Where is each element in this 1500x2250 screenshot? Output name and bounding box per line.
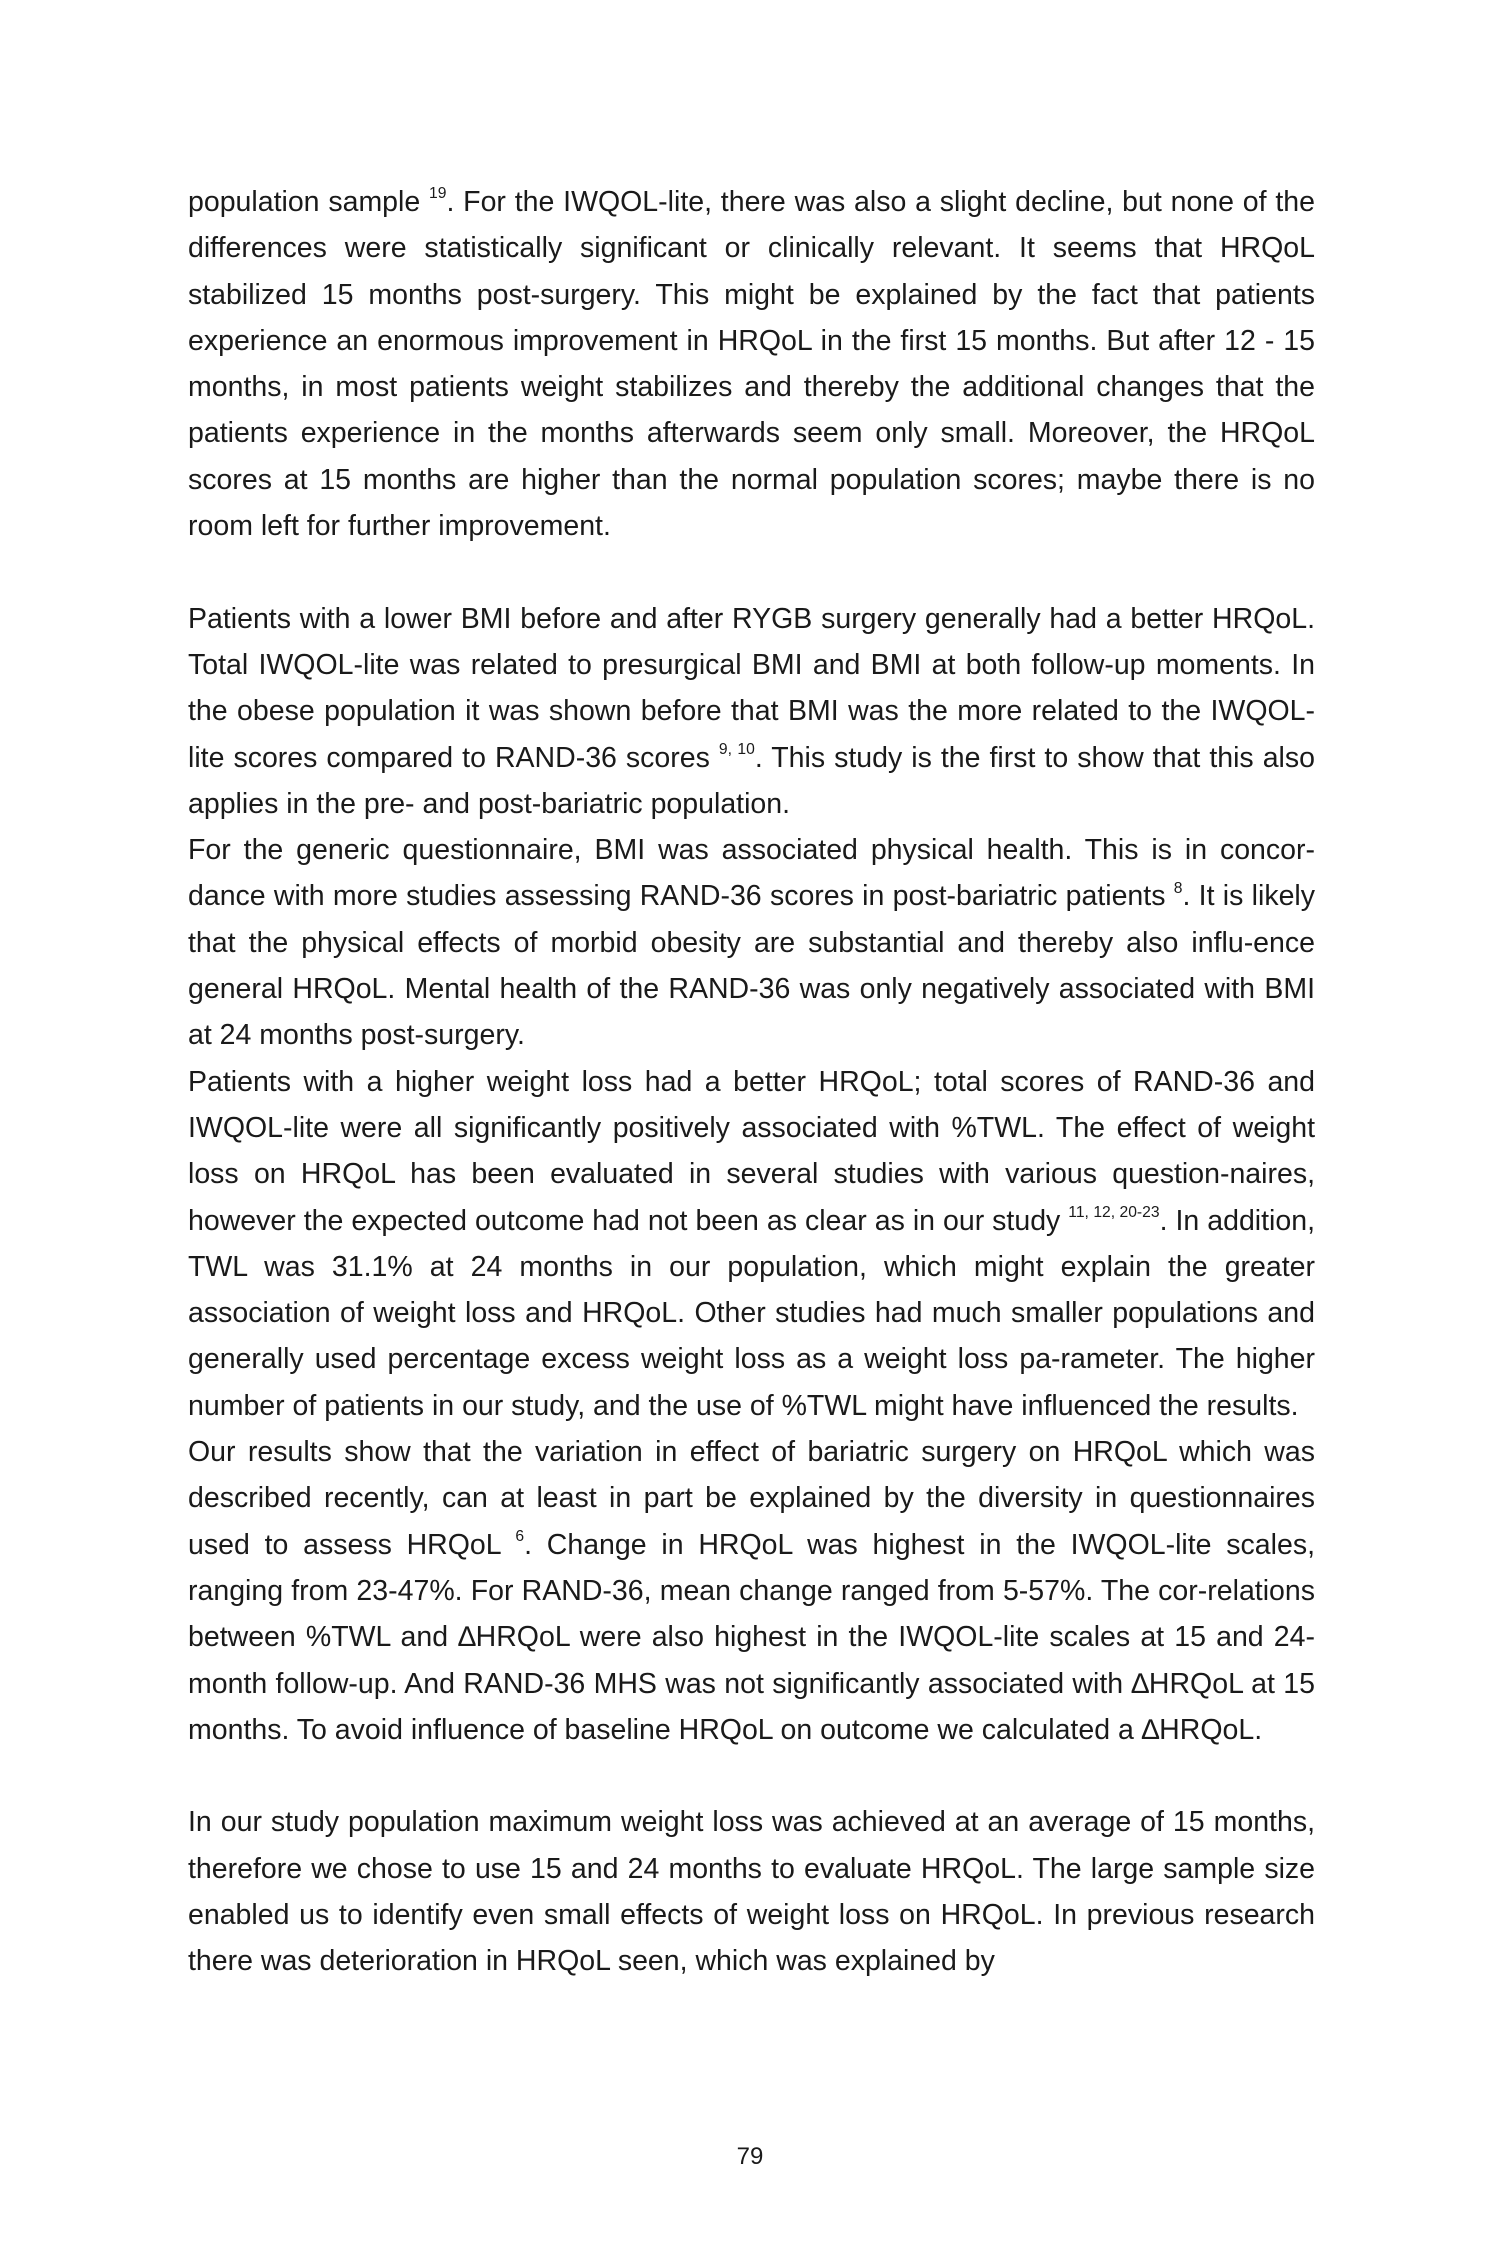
citation-reference: 11, 12, 20-23	[1068, 1203, 1160, 1221]
paragraph-text: . This study is the first to show that this also applies in the pre- and post-bariatric population.	[188, 741, 1315, 820]
paragraph-text: . Change in HRQoL was highest in the IWQOL-lite scales, ranging from 23-47%. For RAND-36, mean change ranged from 5-57%. The cor-relations between %TWL and ∆HRQoL were also highest in the IWQOL-lite scales at 15 and 24-month follow-up. And RAND-36 MHS was not significantly associated with ∆HRQoL at 15 months. To avoid influence of baseline HRQoL on outcome we calculated a ∆HRQoL.	[188, 1528, 1315, 1746]
paragraph-text: . For the IWQOL-lite, there was also a slight decline, but none of the differences were statistically significant or clinically relevant. It seems that HRQoL stabilized 15 months post-surgery. This might be explained by the fact that patients experience an enormous improvement in HRQoL in the first 15 months. But after 12 - 15 months, in most patients weight stabilizes and thereby the additional changes that the patients experience in the months afterwards seem only small. Moreover, the HRQoL scores at 15 months are higher than the normal population scores; maybe there is no room left for further improvement.	[188, 186, 1315, 543]
page-number: 79	[736, 2143, 764, 2170]
paragraph-text: . It is likely that the physical effects of morbid obesity are substantial and thereby also influ-ence general HRQoL. Mental health of the RAND-36 was only negatively associated with BMI at 24 months post-surgery.	[188, 880, 1315, 1052]
citation-reference: 8	[1173, 879, 1183, 897]
paragraph	[188, 1429, 1315, 1753]
paragraph	[188, 179, 1315, 549]
body-text	[188, 179, 1315, 1985]
paragraph	[188, 827, 1315, 1058]
paragraph	[188, 596, 1315, 827]
paragraph	[188, 1799, 1315, 1984]
paragraph-text: Patients with a higher weight loss had a better HRQoL; total scores of RAND-36 and IWQOL-lite were all significantly positively associated with %TWL. The effect of weight loss on HRQoL has been evaluated in several studies with various question-naires, however the expected outcome had not been as clear as in our study	[188, 1065, 1315, 1237]
citation-reference: 19	[429, 185, 447, 203]
paragraph-text: population sample	[188, 186, 430, 218]
paragraph-text: In our study population maximum weight loss was achieved at an average of 15 months, therefore we chose to use 15 and 24 months to evaluate HRQoL. The large sample size enabled us to identify even small effects of weight loss on HRQoL. In previous research there was deterioration in HRQoL seen, which was explained by	[188, 1806, 1315, 1978]
paragraph-text: For the generic questionnaire, BMI was associated physical health. This is in concor-dance with more studies assessing RAND-36 scores in post-bariatric patients	[188, 834, 1315, 913]
paragraph-text: . In addition, TWL was 31.1% at 24 months in our population, which might explain the greater association of weight loss and HRQoL. Other studies had much smaller populations and generally used percentage excess weight loss as a weight loss pa-rameter. The higher number of patients in our study, and the use of %TWL might have influenced the results.	[188, 1204, 1315, 1422]
paragraph-text: Patients with a lower BMI before and after RYGB surgery generally had a better HRQoL. Total IWQOL-lite was related to presurgical BMI and BMI at both follow-up moments. In the obese population it was shown before that BMI was the more related to the IWQOL-lite scores compared to RAND-36 scores	[188, 602, 1315, 774]
citation-reference: 6	[515, 1527, 525, 1545]
paragraph-text: Our results show that the variation in effect of bariatric surgery on HRQoL which was described recently, can at least in part be explained by the diversity in questionnaires used to assess HRQoL	[188, 1436, 1315, 1561]
citation-reference: 9, 10	[718, 740, 755, 758]
paragraph	[188, 1059, 1315, 1429]
